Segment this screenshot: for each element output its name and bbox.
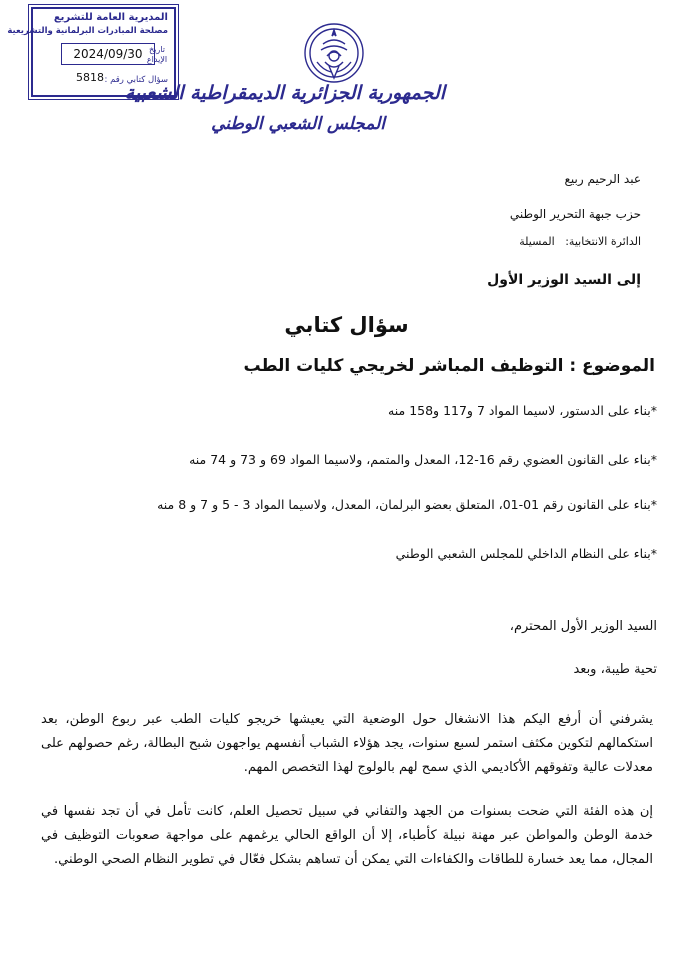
body-paragraph: إن هذه الفئة التي ضحت بسنوات من الجهد والتفاني في سبيل تحصيل العلم، كانت تأمل في أن تجد نفسها في خدمة الوطن والمواطن عبر مهنة نبيلة كأطباء، إلا أن الواقع الحالي يرغمهم على مواجهة صعوبات التوظيف في المجال، مما يعد خسارة للطاقات والكفاءات التي يمكن أن تساهم بشكل فعّال في تطوير النظام الصحي الوطني. — [41, 804, 653, 867]
district-line — [519, 235, 641, 248]
assembly-title: المجلس الشعبي الوطني — [211, 114, 385, 134]
document-title: سؤال كتابي — [284, 313, 409, 337]
stamp-date-value: 2024/09/30 — [61, 43, 155, 65]
body-paragraph: يشرفني أن أرفع اليكم هذا الانشغال حول الوضعية التي يعيشها خريجو كليات الطب عبر ربوع الوطن، بعد استكمالهم لتكوين مكثف استمر لسبع سنوات، يجد هؤلاء الشباب أنفسهم يواجهون شبح البطالة، رغم حصولهم على معدلات عالية وتفوقهم الأكاديمي الذي سمح لهم بالولوج لهذا التخصص المهم. — [41, 712, 653, 775]
reference-item: *بناء على القانون رقم 01-01، المتعلق بعضو البرلمان، المعدل، ولاسيما المواد 3 - 5 و 7 و 8 منه — [157, 497, 657, 512]
sender-party: حزب جبهة التحرير الوطني — [509, 207, 641, 221]
national-emblem-icon — [303, 22, 365, 84]
stamp-number-label: سؤال كتابي رقم : — [104, 75, 168, 85]
sender-name: عبد الرحيم ربيع — [564, 172, 641, 186]
reference-item: *بناء على الدستور، لاسيما المواد 7 و117 و158 منه — [388, 403, 657, 418]
district-value: المسيلة — [519, 235, 555, 248]
subject-line: الموضوع : التوظيف المباشر لخريجي كليات الطب — [243, 356, 655, 376]
stamp-number-value: 5818 — [76, 71, 104, 84]
reference-item: *بناء على القانون العضوي رقم 16-12، المعدل والمتمم، ولاسيما المواد 69 و 73 و 74 منه — [189, 452, 657, 467]
greeting: تحية طيبة، وبعد — [573, 662, 657, 677]
district-label: الدائرة الانتخابية: — [565, 235, 641, 248]
stamp-directorate: المديرية العامة للتشريع — [53, 12, 168, 23]
republic-title: الجمهورية الجزائرية الديمقراطية الشعبية — [124, 82, 445, 104]
stamp-service: مصلحة المبادرات البرلمانية والتشريعية — [7, 26, 168, 36]
reference-item: *بناء على النظام الداخلي للمجلس الشعبي الوطني — [395, 546, 657, 561]
salutation: السيد الوزير الأول المحترم، — [509, 619, 657, 634]
stamp-date-label: تاريخ الإيداع — [146, 45, 168, 64]
recipient: إلى السيد الوزير الأول — [487, 272, 641, 288]
